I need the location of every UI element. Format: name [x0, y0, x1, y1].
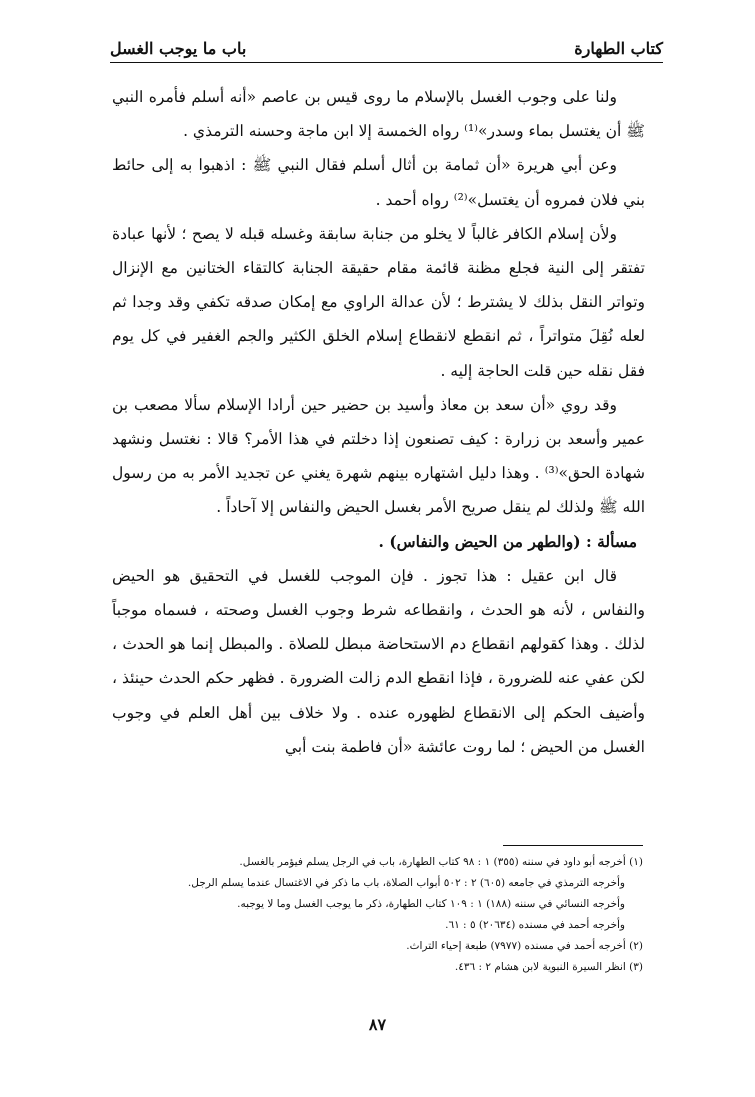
paragraph: وقد روي «أن سعد بن معاذ وأسيد بن حضير حين أرادا الإسلام سألا مصعب بن عمير وأسعد بن زرارة : كيف تصنعون إذا دخلتم في هذا الأمر؟ قالا : نغتسل ونشهد شهادة الحق»⁽³⁾ . وهذا دليل اشتهاره بينهم شهرة يغني عن تجديد الأمر به من رسول الله ﷺ ولذلك لم ينقل صريح الأمر بغسل الحيض والنفاس إلا آحاداً . [112, 395, 645, 517]
paragraph: ولنا على وجوب الغسل بالإسلام ما روى قيس بن عاصم «أنه أسلم فأمره النبي ﷺ أن يغتسل بماء وسدر»⁽¹⁾ رواه الخمسة إلا ابن ماجة وحسنه الترمذي . [112, 88, 645, 141]
footnote-divider [503, 845, 643, 846]
paragraph: ولأن إسلام الكافر غالباً لا يخلو من جنابة سابقة وغسله قبله لا يصح ؛ لأنها عبادة تفتقر إلى النية فجلع مظنة قائمة مقام حقيقة الجنابة كالتقاء الختانين مع الإنزال وتواتر النقل بذلك لا يشترط ؛ لأن عدالة الراوي مع إمكان صدقه تكفي وقد وجدا ثم لعله نُقِلَ متواتراً ، ثم انقطع لانقطاع إسلام الخلق الكثير والجم الغفير في كل يوم فقل نقله حين قلت الحاجة إليه . [112, 224, 645, 380]
footnote: (٢) أخرجه أحمد في مسنده (٧٩٧٧) طبعة إحياء التراث. [406, 940, 643, 952]
book-title: كتاب الطهارة [574, 39, 663, 58]
paragraph: قال ابن عقيل : هذا تجوز . فإن الموجب للغسل في التحقيق هو الحيض والنفاس ، لأنه هو الحدث ، وانقطاعه شرط وجوب الغسل وصحته ، فسماه موجباً لذلك . وهذا كقولهم انقطاع دم الاستحاضة مبطل للصلاة . والمبطل إنما هو الحدث ، لكن عفي عنه للضرورة ، فإذا انقطع الدم زالت الضرورة . فظهر حكم الحدث حينئذ ، وأضيف الحكم إلى الانقطاع لظهوره عنده . ولا خلاف بين أهل العلم في وجوب الغسل من الحيض ؛ لما روت عائشة «أن فاطمة بنت أبي [112, 566, 645, 756]
footnote: وأخرجه النسائي في سننه (١٨٨) ١ : ١٠٩ كتاب الطهارة، ذكر ما يوجب الغسل وما لا يوجبه. [237, 898, 625, 910]
chapter-title: باب ما يوجب الغسل [110, 39, 247, 58]
footnote: (١) أخرجه أبو داود في سننه (٣٥٥) ١ : ٩٨ كتاب الطهارة، باب في الرجل يسلم فيؤمر بالغسل. [239, 856, 643, 868]
running-header [110, 24, 663, 63]
footnote: وأخرجه أحمد في مسنده (٢٠٦٣٤) ٥ : ٦١. [445, 919, 625, 931]
footnote: وأخرجه الترمذي في جامعه (٦٠٥) ٢ : ٥٠٢ أبواب الصلاة، باب ما ذكر في الاغتسال عندما يسلم الرجل. [187, 877, 625, 889]
footnote: (٣) انظر السيرة النبوية لابن هشام ٢ : ٤٣٦. [454, 961, 643, 973]
page-number: ٨٧ [368, 1015, 387, 1034]
issue-heading: مسألة : (والطهر من الحيض والنفاس) . [378, 531, 637, 551]
paragraph: وعن أبي هريرة «أن ثمامة بن أثال أسلم فقال النبي ﷺ : اذهبوا به إلى حائط بني فلان فمروه أن يغتسل»⁽²⁾ رواه أحمد . [112, 156, 645, 209]
main-text [112, 80, 645, 764]
footnotes [112, 852, 643, 978]
